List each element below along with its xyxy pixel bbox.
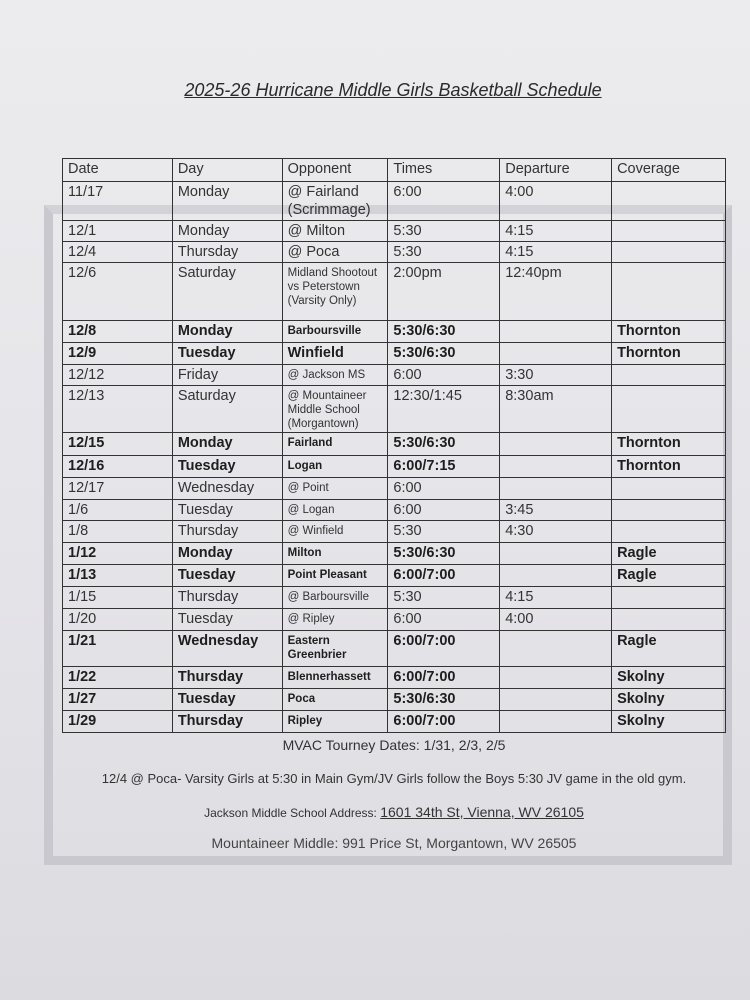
schedule-content: [62, 158, 726, 852]
cell-date: 12/17: [63, 478, 173, 500]
cell-date: 11/17: [63, 182, 173, 221]
cell-coverage: [612, 478, 726, 500]
cell-coverage: [612, 221, 726, 242]
cell-date: 12/12: [63, 365, 173, 386]
cell-opponent: Blennerhassett: [282, 667, 388, 689]
cell-coverage: [612, 521, 726, 543]
cell-opponent: @ Barboursville: [282, 587, 388, 609]
cell-coverage: Ragle: [612, 565, 726, 587]
cell-day: Monday: [172, 543, 282, 565]
cell-day: Tuesday: [172, 609, 282, 631]
cell-date: 1/6: [63, 500, 173, 521]
cell-departure: 12:40pm: [500, 263, 612, 321]
cell-day: Monday: [172, 433, 282, 456]
cell-date: 1/8: [63, 521, 173, 543]
table-row: [63, 221, 726, 242]
table-row: [63, 365, 726, 386]
cell-coverage: Thornton: [612, 343, 726, 365]
cell-day: Saturday: [172, 263, 282, 321]
cell-times: 6:00: [388, 478, 500, 500]
cell-date: 12/8: [63, 321, 173, 343]
cell-times: 6:00: [388, 182, 500, 221]
cell-opponent: @ Fairland (Scrimmage): [282, 182, 388, 221]
cell-opponent: Ripley: [282, 711, 388, 733]
cell-day: Thursday: [172, 587, 282, 609]
cell-day: Thursday: [172, 242, 282, 263]
cell-day: Monday: [172, 321, 282, 343]
cell-day: Wednesday: [172, 631, 282, 667]
cell-opponent: @ Ripley: [282, 609, 388, 631]
jackson-address-link[interactable]: 1601 34th St, Vienna, WV 26105: [380, 804, 584, 820]
cell-day: Tuesday: [172, 500, 282, 521]
cell-departure: 4:15: [500, 587, 612, 609]
cell-departure: 4:30: [500, 521, 612, 543]
cell-times: 5:30/6:30: [388, 343, 500, 365]
cell-times: 6:00/7:00: [388, 711, 500, 733]
table-row: [63, 543, 726, 565]
cell-date: 12/16: [63, 456, 173, 478]
cell-day: Tuesday: [172, 689, 282, 711]
cell-date: 1/15: [63, 587, 173, 609]
cell-coverage: [612, 365, 726, 386]
page-title: 2025-26 Hurricane Middle Girls Basketball Schedule: [184, 80, 602, 100]
cell-times: 5:30/6:30: [388, 543, 500, 565]
cell-opponent: Point Pleasant: [282, 565, 388, 587]
cell-departure: [500, 711, 612, 733]
cell-departure: [500, 631, 612, 667]
table-header-row: [63, 159, 726, 182]
table-row: [63, 500, 726, 521]
table-row: [63, 433, 726, 456]
cell-departure: 4:15: [500, 242, 612, 263]
header-date: Date: [63, 159, 173, 182]
cell-opponent: Poca: [282, 689, 388, 711]
cell-opponent: @ Logan: [282, 500, 388, 521]
cell-coverage: [612, 587, 726, 609]
cell-date: 1/13: [63, 565, 173, 587]
table-row: [63, 711, 726, 733]
table-row: [63, 667, 726, 689]
cell-coverage: Thornton: [612, 456, 726, 478]
table-row: [63, 587, 726, 609]
cell-departure: [500, 543, 612, 565]
cell-coverage: Ragle: [612, 631, 726, 667]
cell-times: 5:30/6:30: [388, 689, 500, 711]
schedule-table: [62, 158, 726, 733]
cell-times: 6:00/7:00: [388, 667, 500, 689]
header-day: Day: [172, 159, 282, 182]
cell-departure: [500, 343, 612, 365]
cell-date: 1/20: [63, 609, 173, 631]
cell-departure: [500, 667, 612, 689]
cell-opponent: Logan: [282, 456, 388, 478]
table-row: [63, 631, 726, 667]
tourney-dates: MVAC Tourney Dates: 1/31, 2/3, 2/5: [282, 737, 506, 753]
cell-times: 6:00: [388, 609, 500, 631]
cell-opponent: @ Poca: [282, 242, 388, 263]
cell-departure: 4:00: [500, 609, 612, 631]
table-row: [63, 609, 726, 631]
cell-date: 1/21: [63, 631, 173, 667]
cell-opponent: @ Milton: [282, 221, 388, 242]
cell-opponent: Midland Shootout vs Peterstown (Varsity Only): [282, 263, 388, 321]
cell-day: Thursday: [172, 667, 282, 689]
table-row: [63, 182, 726, 221]
cell-times: 12:30/1:45: [388, 386, 500, 433]
cell-opponent: @ Winfield: [282, 521, 388, 543]
cell-times: 6:00: [388, 365, 500, 386]
table-row: [63, 521, 726, 543]
cell-date: 12/13: [63, 386, 173, 433]
cell-times: 5:30: [388, 587, 500, 609]
cell-coverage: Skolny: [612, 689, 726, 711]
cell-times: 2:00pm: [388, 263, 500, 321]
cell-date: 1/22: [63, 667, 173, 689]
table-row: [63, 263, 726, 321]
poca-note: 12/4 @ Poca- Varsity Girls at 5:30 in Main Gym/JV Girls follow the Boys 5:30 JV game in the old gym.: [101, 771, 687, 786]
header-opponent: Opponent: [282, 159, 388, 182]
cell-departure: [500, 478, 612, 500]
cell-coverage: [612, 242, 726, 263]
cell-coverage: Skolny: [612, 711, 726, 733]
cell-opponent: Winfield: [282, 343, 388, 365]
cell-opponent: Barboursville: [282, 321, 388, 343]
cell-departure: [500, 565, 612, 587]
cell-opponent: Milton: [282, 543, 388, 565]
cell-coverage: Ragle: [612, 543, 726, 565]
header-times: Times: [388, 159, 500, 182]
cell-times: 5:30: [388, 521, 500, 543]
cell-times: 6:00: [388, 500, 500, 521]
table-row: [63, 689, 726, 711]
cell-departure: 8:30am: [500, 386, 612, 433]
cell-day: Wednesday: [172, 478, 282, 500]
jackson-address-label: Jackson Middle School Address:: [204, 806, 377, 820]
cell-date: 1/12: [63, 543, 173, 565]
cell-day: Thursday: [172, 521, 282, 543]
cell-date: 12/15: [63, 433, 173, 456]
table-row: [63, 565, 726, 587]
cell-times: 5:30: [388, 242, 500, 263]
cell-coverage: Skolny: [612, 667, 726, 689]
cell-opponent: Eastern Greenbrier: [282, 631, 388, 667]
cell-date: 12/4: [63, 242, 173, 263]
table-row: [63, 456, 726, 478]
cell-times: 6:00/7:15: [388, 456, 500, 478]
cell-coverage: Thornton: [612, 321, 726, 343]
cell-opponent: @ Point: [282, 478, 388, 500]
cell-departure: 4:00: [500, 182, 612, 221]
cell-coverage: [612, 182, 726, 221]
cell-opponent: @ Mountaineer Middle School (Morgantown): [282, 386, 388, 433]
mountaineer-address: Mountaineer Middle: 991 Price St, Morgantown, WV 26505: [211, 835, 577, 851]
cell-times: 5:30/6:30: [388, 321, 500, 343]
cell-times: 6:00/7:00: [388, 631, 500, 667]
cell-day: Friday: [172, 365, 282, 386]
cell-times: 5:30: [388, 221, 500, 242]
cell-departure: [500, 456, 612, 478]
table-row: [63, 321, 726, 343]
table-row: [63, 478, 726, 500]
cell-day: Monday: [172, 182, 282, 221]
table-row: [63, 386, 726, 433]
cell-date: 12/1: [63, 221, 173, 242]
cell-date: 1/29: [63, 711, 173, 733]
cell-day: Thursday: [172, 711, 282, 733]
cell-departure: [500, 321, 612, 343]
cell-day: Saturday: [172, 386, 282, 433]
cell-departure: [500, 689, 612, 711]
cell-coverage: [612, 386, 726, 433]
cell-times: 6:00/7:00: [388, 565, 500, 587]
cell-date: 12/6: [63, 263, 173, 321]
cell-coverage: [612, 263, 726, 321]
cell-day: Tuesday: [172, 456, 282, 478]
cell-day: Monday: [172, 221, 282, 242]
header-departure: Departure: [500, 159, 612, 182]
jackson-address-line: [40, 803, 748, 822]
cell-departure: 3:30: [500, 365, 612, 386]
cell-coverage: Thornton: [612, 433, 726, 456]
cell-coverage: [612, 609, 726, 631]
cell-opponent: @ Jackson MS: [282, 365, 388, 386]
cell-day: Tuesday: [172, 343, 282, 365]
cell-times: 5:30/6:30: [388, 433, 500, 456]
cell-departure: 3:45: [500, 500, 612, 521]
table-row: [63, 343, 726, 365]
header-coverage: Coverage: [612, 159, 726, 182]
cell-opponent: Fairland: [282, 433, 388, 456]
cell-departure: 4:15: [500, 221, 612, 242]
cell-coverage: [612, 500, 726, 521]
cell-departure: [500, 433, 612, 456]
cell-date: 1/27: [63, 689, 173, 711]
cell-day: Tuesday: [172, 565, 282, 587]
cell-date: 12/9: [63, 343, 173, 365]
table-row: [63, 242, 726, 263]
